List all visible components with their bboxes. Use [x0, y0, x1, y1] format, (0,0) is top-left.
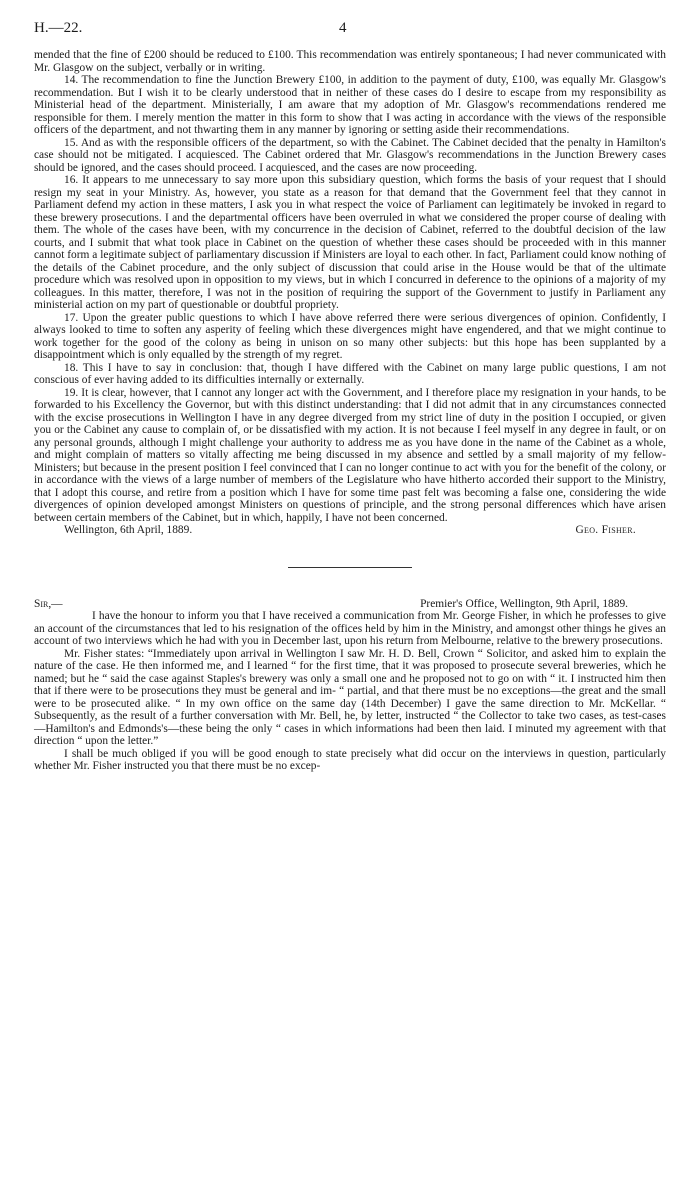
- paragraph-14: 14. The recommendation to fine the Junction Brewery £100, in addition to the payment of duty, £100, was equally Mr. Glasgow's recommendation. But I wish it to be clearly understood that in neither of these cases do I desire to escape from my responsibility as Ministerial head of the department. Ministerially, I am aware that my adoption of Mr. Glasgow's recommendations rendered me responsible for them. I merely mention the matter in this form to show that I was acting in accordance with the views of the responsible officers of the department, and not thwarting them in any manner by ignoring or setting aside their recommendations.: [34, 74, 666, 136]
- fisher-quote: Mr. Fisher states: “Immediately upon arrival in Wellington I saw Mr. H. D. Bell, Crown “ Solicitor, and asked him to explain the nature of the case. He then informed me, and I learned “ for the first time, that it was proposed to prosecute several breweries, which he named; but he “ said the case against Staples's brewery was only a small one and he proposed not to go on with “ it. I instructed him then that if there were to be prosecutions they must be general and im- “ partial, and that there must be no exceptions—the great and the small were to be prosecuted alike. “ In my own office on the same day (14th December) I gave the same direction to Mr. McKellar. “ Subsequently, as the result of a further conversation with Mr. Bell, he, by letter, instructed “ the Collector to take two cases, as test-cases—Hamilton's and Edmonds's—these being the only “ cases in which informations had been then laid. I minuted my agreement with that direction “ upon the letter.”: [34, 647, 666, 747]
- paragraph-15: 15. And as with the responsible officers of the department, so with the Cabinet. The Cabinet decided that the penalty in Hamilton's case should not be mitigated. I acquiesced. The Cabinet ordered that Mr. Glasgow's recommendations in the Junction Brewery cases should be ignored, and the cases should proceed. I acquiesced, and the cases are now proceeding.: [34, 136, 666, 174]
- closing-paragraph: I shall be much obliged if you will be good enough to state precisely what did occur on the interviews in question, particularly whether Mr. Fisher instructed you that there must be no excep-: [34, 747, 666, 772]
- paragraph-17: 17. Upon the greater public questions to which I have above referred there were serious divergences of opinion. Confidently, I always looked to time to soften any asperity of feeling which these divergences might have engendered, and that we might continue to work together for the good of the colony as being in unison on so many other subjects: but this hope has been supplanted by a disappointment which is only equalled by the strength of my regret.: [34, 311, 666, 361]
- section-divider: [288, 567, 412, 568]
- page-number: 4: [339, 20, 347, 36]
- salutation: Sir,—: [34, 597, 63, 610]
- letter-intro: I have the honour to inform you that I have received a communication from Mr. George Fisher, in which he professes to give an account of the circumstances that led to his resignation of the offices held by him in the Ministry, and amongst other things he gives an account of two interviews which he had with you in December last, upon his return from Melbourne, relative to the brewery prosecutions.: [34, 610, 666, 647]
- page-header: [34, 22, 666, 42]
- paragraph-13-continued: mended that the fine of £200 should be reduced to £100. This recommendation was entirely spontaneous; I had never communicated with Mr. Glasgow on the subject, verbally or in writing.: [34, 49, 666, 74]
- office-date: Premier's Office, Wellington, 9th April, 1889.: [420, 597, 628, 610]
- paragraph-16: 16. It appears to me unnecessary to say more upon this subsidiary question, which forms the basis of your request that I should resign my seat in your Ministry. As, however, you state as a reason for that demand that the Government feel that they cannot in Parliament defend my action in these matters, I ask you in what respect the voice of Parliament can legitimately be invoked in regard to these brewery prosecutions. I and the departmental officers have been overruled in what we considered the proper course of dealing with them. The whole of the cases have been, with my concurrence in the decision of Cabinet, referred to the doubtful decision of the law courts, and I submit that what took place in Cabinet on the question of whether these cases should be proceeded with in this manner cannot form a legitimate subject of parliamentary discussion if Ministers are loyal to each other. In fact, Parliament could know nothing of the details of the Cabinet procedure, and the only subject of discussion that could arise in the House would be that of the ultimate procedure which was resolved upon in opposition to my views, but in which I concurred in deference to the opinions of a majority of my colleagues. In this matter, therefore, I was not in the position of requiring the support of the Government to justify in Parliament any ministerial action on my part of questionable or doubtful propriety.: [34, 174, 666, 311]
- letter-signoff: [34, 524, 666, 537]
- main-text: [34, 49, 666, 773]
- paragraph-18: 18. This I have to say in conclusion: that, though I have differed with the Cabinet on many large public questions, I am not conscious of ever having added to its difficulties internally or externally.: [34, 361, 666, 386]
- document-reference: H.—22.: [34, 20, 83, 36]
- signature: Geo. Fisher.: [575, 524, 636, 536]
- paragraph-19: 19. It is clear, however, that I cannot any longer act with the Government, and I therefore place my resignation in your hands, to be forwarded to his Excellency the Governor, but with this distinct understanding: that I did not admit that in any circumstances connected with the excise prosecutions in Wellington I have in any degree diverged from my strict line of duty in the position I occupied, or given you or the Cabinet any cause to complain of, or be dissatisfied with my action. It is not because I feel myself in any degree in fault, or on any personal grounds, although I might challenge your authority to address me as you have done in the name of the Cabinet as a whole, and might complain of matters so vitally affecting me being discussed in my absence and settled by a small majority of my fellow-Ministers; but because in the present position I feel convinced that I can no longer continue to act with you for the benefit of the colony, or in accordance with the views of a large number of members of the Legislature who have hitherto accorded their support to the Ministry, that I adopt this course, and retire from a position which I have for some time past felt was becoming a false one, considering the wide divergences of opinion developed amongst Ministers on questions of principle, and the strong personal differences which have arisen between certain members of the Cabinet, but in which, happily, I have not been concerned.: [34, 386, 666, 524]
- letter-heading: [34, 598, 666, 611]
- place-date: Wellington, 6th April, 1889.: [64, 524, 193, 536]
